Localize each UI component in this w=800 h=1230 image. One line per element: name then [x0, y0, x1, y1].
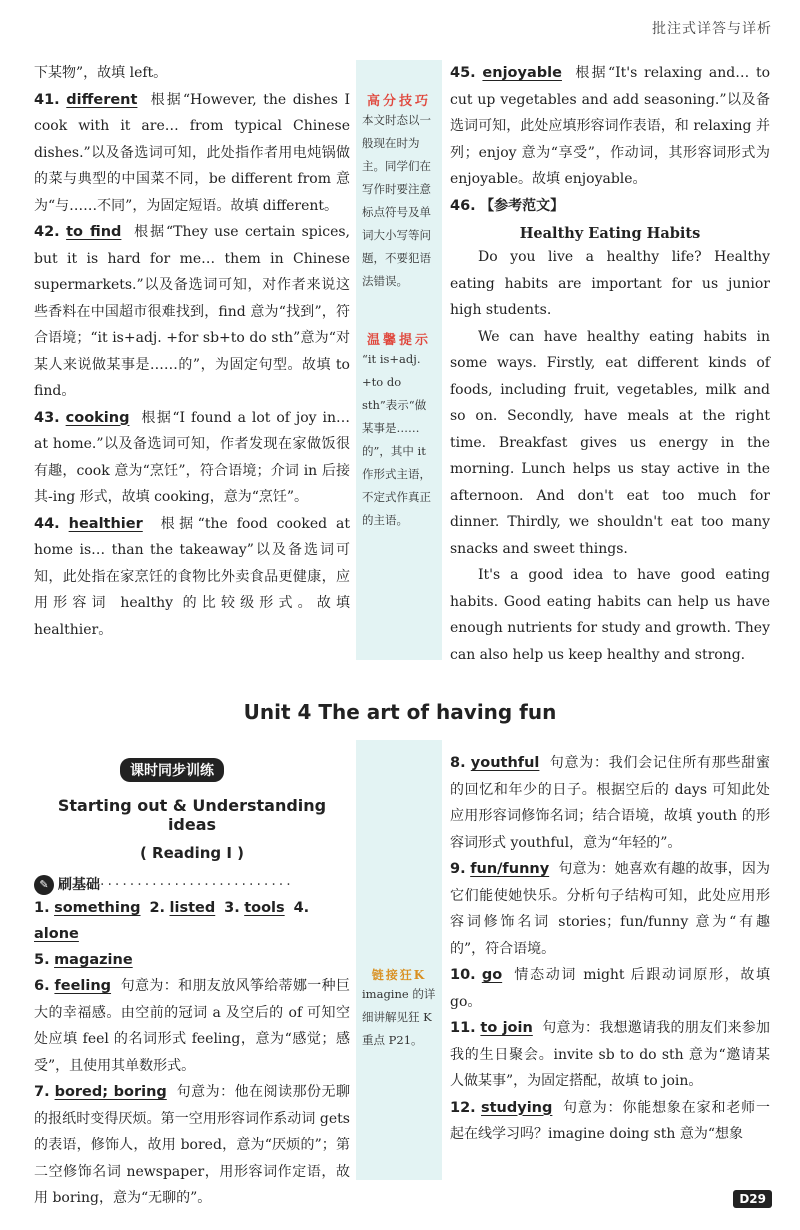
answer: alone: [34, 926, 79, 942]
hint-title: 温馨提示: [366, 333, 431, 348]
question-43: [34, 405, 350, 511]
continued-line: 下某物”，故填 left。: [34, 65, 168, 81]
answer: different: [66, 91, 138, 108]
answer: something: [54, 900, 141, 916]
section-subtitle: ( Reading Ⅰ ): [139, 844, 245, 862]
question-number: 6.: [34, 978, 50, 994]
drill-label: 刷基础: [58, 877, 100, 893]
question-number: 7.: [34, 1084, 50, 1100]
question-41: [34, 87, 350, 220]
answer: cooking: [65, 409, 130, 426]
question-12: [450, 1095, 770, 1148]
question-number: 45.: [450, 65, 476, 81]
answer: healthier: [68, 515, 143, 532]
question-number: 11.: [450, 1020, 476, 1036]
question-number: 3.: [224, 900, 240, 916]
question-number: 9.: [450, 861, 466, 877]
answer: tools: [244, 900, 285, 916]
link-text: imagine 的详细讲解见狂 K 重点 P21。: [362, 987, 436, 1047]
question-5: [34, 947, 350, 973]
hint-text: “it is+adj. +to do sth”表示“做某事是……的”，其中 it 作形式主语，不定式作真正的主语。: [362, 352, 431, 527]
explanation: 句意为：他在阅读那份无聊的报纸时变得厌烦。第一空用形容词作系动词 gets 的表语，修饰人，故用 bored，意为“厌烦的”；第二空修饰名词 newspaper，用形容词作定语，故用 boring，意为“无聊的”。: [34, 1084, 351, 1206]
left-column-bottom: [34, 758, 350, 1212]
question-46: [450, 193, 770, 220]
answer: fun/funny: [470, 861, 550, 877]
explanation: 句意为：我们会记住所有那些甜蜜的回忆和年少的日子。根据空后的 days 可知此处应用形容词修饰名词；结合语境，故填 youth 的形容词形式 youthful，意为“年轻的”。: [450, 755, 771, 851]
explanation: 句意为：和朋友放风筝给蒂娜一种巨大的幸福感。由空前的冠词 a 及空后的 of 可知空处应填 feel 的名词形式 feeling，意为“感觉；感受”，且使用其单数形式。: [34, 978, 351, 1074]
explanation: 情态动词 might 后跟动词原形，故填 go。: [450, 967, 771, 1010]
question-9: [450, 856, 770, 962]
question-number: 46.: [450, 197, 476, 214]
page-header: 批注式详答与详析: [652, 21, 772, 37]
answer: enjoyable: [482, 65, 562, 81]
explanation: 句意为：她喜欢有趣的故事，因为它们能使她快乐。分析句子结构可知，此处应用形容词修饰名词 stories；fun/funny 意为“有趣的”，符合语境。: [450, 861, 771, 957]
explanation: 根据“However, the dishes I cook with it are… from typical Chinese dishes.”以及备选词可知，此处指作者用电炖锅做的菜与典型的中国菜不同，be different from 意为“与……不同”，为固定短语。故填 different。: [34, 91, 350, 214]
question-number: 5.: [34, 952, 50, 968]
answer: feeling: [54, 978, 112, 994]
answers-line: [34, 895, 350, 947]
margin-notes-top: [356, 60, 442, 660]
question-number: 1.: [34, 900, 50, 916]
tip-title: 高分技巧: [366, 94, 431, 109]
question-number: 8.: [450, 755, 466, 771]
left-column-top: [34, 60, 350, 643]
question-6: [34, 973, 350, 1079]
question-7: [34, 1079, 350, 1212]
answer: bored; boring: [54, 1084, 167, 1100]
question-number: 43.: [34, 409, 60, 426]
section-title: Starting out & Understanding ideas: [57, 796, 327, 834]
question-44: [34, 511, 350, 644]
brush-icon: ✎: [34, 875, 54, 895]
answer: studying: [481, 1099, 553, 1116]
section-badge: 课时同步训练: [120, 758, 224, 782]
margin-notes-bottom: [356, 740, 442, 1180]
answer: go: [481, 967, 503, 983]
essay-paragraph-3: It's a good idea to have good eating habits. Good eating habits can help us have enough nutrients for study and growth. They can also help us keep healthy and strong.: [450, 567, 770, 663]
question-11: [450, 1015, 770, 1095]
question-8: [450, 750, 770, 856]
explanation: 句意为：我想邀请我的朋友们来参加我的生日聚会。invite sb to do sth 意为“邀请某人做某事”，为固定搭配，故填 to join。: [450, 1020, 770, 1089]
question-number: 10.: [450, 967, 476, 983]
question-42: [34, 219, 350, 405]
answer: listed: [169, 900, 216, 916]
answer: to find: [66, 224, 122, 240]
answer: youthful: [470, 755, 540, 771]
sample-essay-label: 【参考范文】: [480, 197, 565, 214]
essay-paragraph-2: We can have healthy eating habits in some ways. Firstly, eat different kinds of foods, including fruit, vegetables, milk and so on. Secondly, have meals at the right time. Breakfast gives us energy in the morning. Lunch helps us stay active in the afternoon. And don't eat too much for dinner. Thirdly, we shouldn't eat too many snacks and sweet things.: [450, 328, 770, 557]
tip-text: 本文时态以一般现在时为主。同学们在写作时要注意标点符号及单词大小写等问题，不要犯语法错误。: [362, 113, 431, 288]
explanation: 根据“I found a lot of joy in… at home.”以及备选词可知，作者发现在家做饭很有趣，cook 意为“烹饪”，符合语境；介词 in 后接其-ing 形式，故填 cooking，意为“烹饪”。: [34, 409, 351, 505]
question-number: 12.: [450, 1099, 476, 1116]
answer: to join: [480, 1020, 533, 1036]
right-column-bottom: [450, 750, 770, 1148]
right-column-top: [450, 60, 770, 668]
question-number: 44.: [34, 515, 60, 532]
essay-paragraph-1: Do you live a healthy life? Healthy eating habits are important for us junior high students.: [450, 249, 770, 318]
link-title: 链接狂K: [371, 968, 427, 982]
explanation: 根据“They use certain spices, but it is hard for me… them in Chinese supermarkets.”以及备选词可知，对作者来说这些香料在中国超市很难找到，find 意为“找到”，符合语境；“it is+adj. +for sb+to do sth”意为“对某人来说做某事是……的”，为固定句型。故填 to find。: [34, 224, 351, 399]
question-number: 4.: [293, 900, 310, 916]
drill-heading: [34, 874, 350, 895]
question-number: 42.: [34, 224, 60, 240]
question-10: [450, 962, 770, 1015]
explanation: 句意为：你能想象在家和老师一起在线学习吗？imagine doing sth 意为“想象: [450, 1099, 771, 1142]
dotted-leader: ··························: [100, 877, 294, 893]
question-number: 41.: [34, 91, 60, 108]
unit-title: Unit 4 The art of having fun: [243, 700, 557, 724]
essay-title: Healthy Eating Habits: [519, 225, 701, 242]
answer: magazine: [54, 952, 133, 968]
question-45: [450, 60, 770, 193]
question-number: 2.: [149, 900, 166, 916]
explanation: 根据“It's relaxing and… to cut up vegetables and add seasoning.”以及备选词可知，此处应填形容词作表语，和 relaxing 并列；enjoy 意为“享受”，作动词，其形容词形式为 enjoyable。故填 enjoyable。: [450, 65, 770, 187]
explanation: 根据“the food cooked at home is… than the takeaway”以及备选词可知，此处指在家烹饪的食物比外卖食品更健康，应用形容词 healthy 的比较级形式。故填 healthier。: [34, 515, 350, 638]
page-number: D29: [733, 1190, 772, 1208]
